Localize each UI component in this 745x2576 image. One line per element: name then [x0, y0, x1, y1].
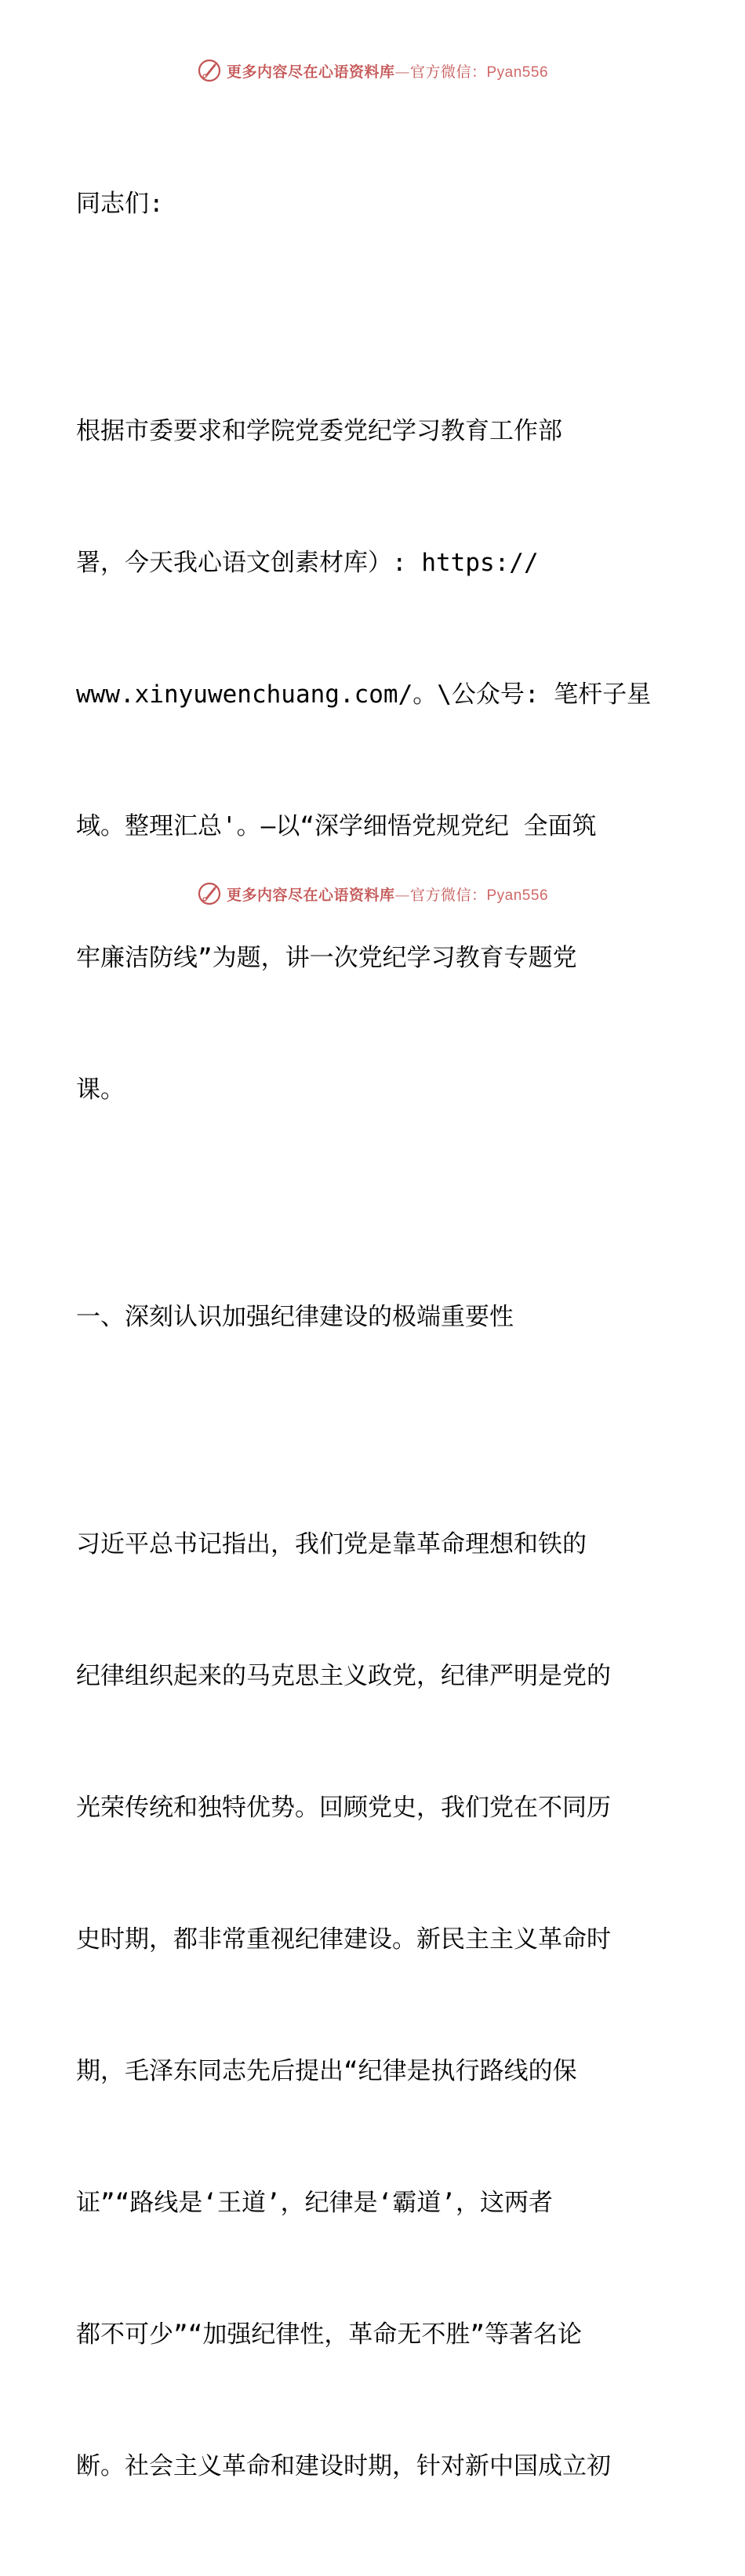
footer-banner — [0, 878, 745, 909]
footer-dash: — — [394, 886, 410, 904]
header-banner — [0, 55, 745, 86]
quill-pen-logo-icon — [197, 58, 222, 83]
intro-line: 课。 — [76, 1076, 125, 1104]
intro-paragraph — [76, 321, 669, 1199]
footer-wechat-label: 官方微信： — [409, 886, 487, 904]
body-paragraph — [76, 1435, 669, 2576]
footer-wechat-id: Pyan556 — [486, 887, 549, 904]
body-line: 史时期，都非常重视纪律建设。新民主主义革命时 — [76, 1925, 611, 1954]
document-body — [76, 94, 669, 2576]
intro-line: 署，今天我心语文创素材库）: https:// — [76, 549, 539, 577]
body-line: 光荣传统和独特优势。回顾党史，我们党在不同历 — [76, 1794, 611, 1822]
header-dash: — — [394, 63, 410, 81]
section-heading-line: 一、深刻认识加强纪律建设的极端重要性 — [76, 1303, 514, 1331]
body-line: 都不可少”“加强纪律性，革命无不胜”等著名论 — [76, 2320, 582, 2349]
footer-brand-text: 更多内容尽在心语资料库 — [226, 886, 395, 904]
intro-line: 根据市委要求和学院党委党纪学习教育工作部 — [76, 417, 562, 445]
section-heading — [76, 1207, 669, 1427]
header-brand-text: 更多内容尽在心语资料库 — [226, 63, 395, 81]
salutation — [76, 94, 669, 314]
body-line: 断。社会主义革命和建设时期，针对新中国成立初 — [76, 2452, 611, 2480]
intro-line: 域。整理汇总'。—以“深学细悟党规党纪 全面筑 — [76, 812, 597, 840]
intro-line: 牢廉洁防线”为题，讲一次党纪学习教育专题党 — [76, 944, 577, 972]
header-wechat-id: Pyan556 — [486, 63, 549, 81]
salutation-line: 同志们: — [76, 190, 164, 218]
header-banner-text — [227, 60, 548, 82]
body-line: 期，毛泽东同志先后提出“纪律是执行路线的保 — [76, 2057, 577, 2085]
footer-banner-text — [227, 883, 548, 905]
intro-line: www.xinyuwenchuang.com/。\公众号: 笔杆子星 — [76, 680, 652, 709]
body-line: 证”“路线是‘王道’，纪律是‘霸道’，这两者 — [76, 2189, 553, 2217]
quill-pen-logo-icon — [197, 881, 222, 906]
header-wechat-label: 官方微信： — [409, 63, 487, 81]
body-line: 纪律组织起来的马克思主义政党，纪律严明是党的 — [76, 1662, 611, 1690]
body-line: 习近平总书记指出，我们党是靠革命理想和铁的 — [76, 1530, 587, 1558]
